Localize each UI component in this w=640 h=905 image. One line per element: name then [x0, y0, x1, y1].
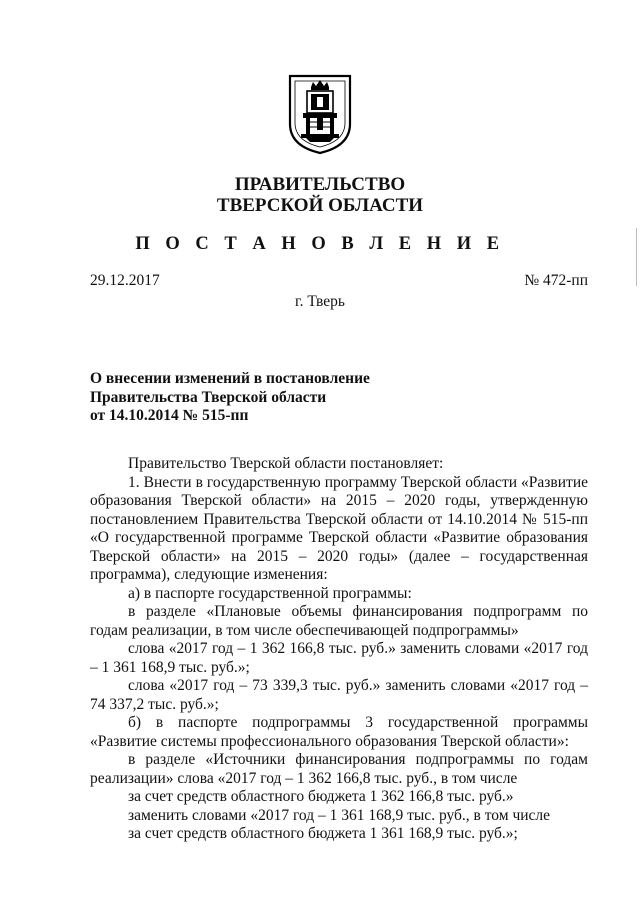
body-paragraph: б) в паспорте подпрограммы 3 государственной программы «Развитие системы профессионального образования Тверской области»: — [90, 714, 588, 750]
document-subject — [90, 370, 370, 426]
document-city: г. Тверь — [295, 293, 345, 310]
body-paragraph: заменить словами «2017 год – 1 361 168,9 тыс. руб., в том числе — [128, 806, 551, 824]
body-paragraph: за счет средств областного бюджета 1 361 168,9 тыс. руб.»; — [128, 825, 518, 842]
organization-name-line1: ПРАВИТЕЛЬСТВО — [234, 174, 406, 195]
body-paragraph: слова «2017 год – 73 339,3 тыс. руб.» заменить словами «2017 год – 74 337,2 тыс. руб.»; — [90, 677, 588, 713]
body-paragraph: за счет средств областного бюджета 1 362 166,8 тыс. руб.» — [128, 788, 514, 805]
body-paragraph: в разделе «Источники финансирования подпрограммы по годам реализации» слова «2017 год – 1 362 166,8 тыс. руб., в том числе — [90, 751, 588, 787]
tver-coat-of-arms-icon — [286, 72, 354, 156]
subject-line: О внесении изменений в постановление — [90, 370, 370, 387]
subject-line: Правительства Тверской области — [90, 388, 327, 406]
document-type-title: П О С Т А Н О В Л Е Н И Е — [135, 234, 505, 254]
document-number: № 472-пп — [524, 272, 588, 289]
organization-name-line2: ТВЕРСКОЙ ОБЛАСТИ — [216, 195, 424, 216]
body-paragraph: а) в паспорте государственной программы: — [128, 584, 412, 602]
body-paragraph: 1. Внести в государственную программу Тверской области «Развитие образования Тверской области» на 2015 – 2020 годы, утвержденную постановлением Правительства Тверской области от 14.10.2014 № 515-пп «О государственной программе Тверской области «Развитие образования Тверской области» на 2015 – 2020 годы» (далее – государственная программа), следующие изменения: — [90, 473, 588, 583]
scan-edge-mark — [636, 228, 637, 286]
body-paragraph: в разделе «Плановые объемы финансирования подпрограмм по годам реализации, в том числе обеспечивающей подпрограммы» — [90, 603, 588, 639]
document-date: 29.12.2017 — [90, 272, 160, 289]
body-paragraph: слова «2017 год – 1 362 166,8 тыс. руб.» заменить словами «2017 год – 1 361 168,9 тыс. руб.»; — [90, 640, 588, 676]
body-paragraph: Правительство Тверской области постановляет: — [128, 455, 444, 472]
document-body — [90, 455, 588, 844]
subject-line: от 14.10.2014 № 515-пп — [90, 407, 249, 424]
